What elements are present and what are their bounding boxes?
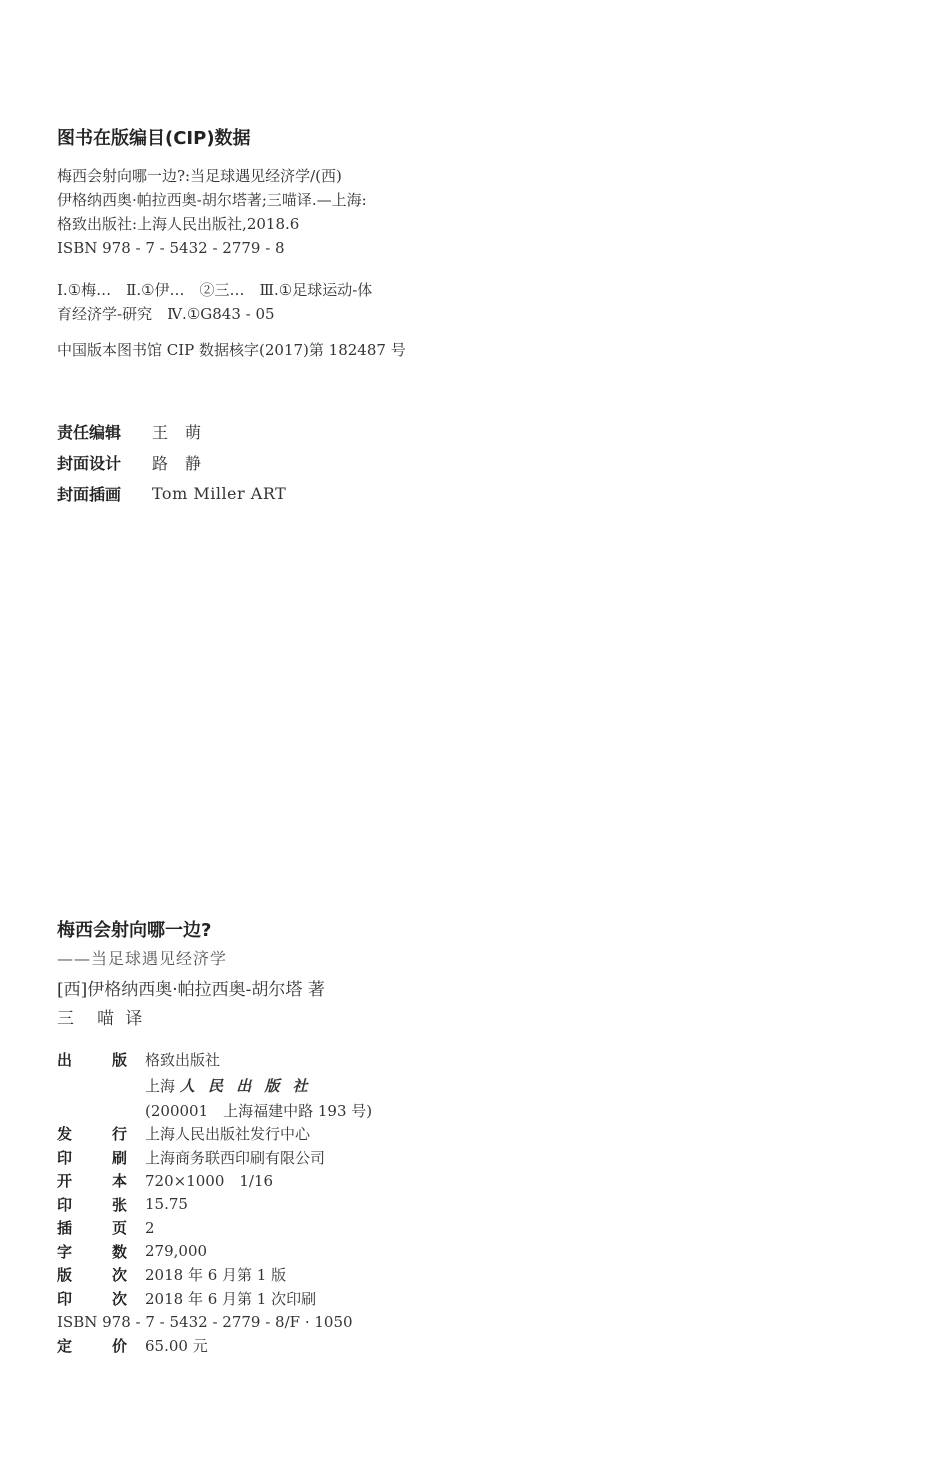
pub-value: 2018 年 6 月第 1 次印刷 [145, 1289, 317, 1308]
pub-label: 发 行 [57, 1125, 127, 1144]
pub-value: 2 [145, 1218, 155, 1237]
pub-value: 2018 年 6 月第 1 版 [145, 1266, 287, 1285]
book-subtitle: ——当足球遇见经济学 [57, 949, 228, 968]
pub-value: 279,000 [145, 1242, 208, 1261]
pub-value: 上海人民出版社发行中心 [145, 1125, 311, 1144]
pub-label: 插 页 [57, 1219, 127, 1238]
cip-bibliographic-record [57, 164, 367, 260]
book-author: [西]伊格纳西奥·帕拉西奥-胡尔塔 著 [57, 980, 325, 1000]
book-translator: 三 喵 译 [57, 1009, 146, 1029]
cip-number-text: 中国版本图书馆 CIP 数据核字(2017)第 182487 号 [57, 341, 406, 359]
pub-label: 开 本 [57, 1172, 127, 1191]
credit-label: 责任编辑 [57, 423, 122, 442]
credit-value: Tom Miller ART [152, 484, 287, 503]
cip-classification [57, 278, 372, 326]
pub-label-char: 版 [111, 1051, 127, 1070]
pub-value: 上海商务联西印刷有限公司 [145, 1148, 326, 1167]
cip-line: 伊格纳西奥·帕拉西奥-胡尔塔著;三喵译.—上海: [57, 191, 367, 209]
cip-line: 格致出版社:上海人民出版社,2018.6 [57, 215, 300, 233]
credits-list [57, 416, 286, 509]
pub-row-word-count [57, 1240, 372, 1264]
publication-info [57, 1048, 372, 1357]
pub-label: 印 次 [57, 1289, 127, 1308]
cip-number [57, 338, 406, 362]
pub-row-price [57, 1334, 372, 1358]
credit-label: 封面设计 [57, 454, 122, 473]
pub-address: (200001 上海福建中路 193 号) [145, 1101, 373, 1120]
pub-value: 15.75 [145, 1195, 188, 1214]
cip-title: 图书在版编目(CIP)数据 [57, 128, 251, 149]
pub-row-format [57, 1169, 372, 1193]
pub-row-inserts [57, 1216, 372, 1240]
pub-label: 定 价 [57, 1336, 127, 1355]
pub-row-printer [57, 1146, 372, 1170]
pub-row-address [57, 1099, 372, 1123]
pub-label: 版 次 [57, 1266, 127, 1285]
credit-row-editor [57, 416, 286, 447]
pub-value [145, 1075, 312, 1096]
pub-price: 65.00 元 [145, 1336, 208, 1355]
pub-label [57, 1049, 145, 1070]
pub-value: 720×1000 1/16 [145, 1172, 274, 1191]
cip-classification-line: 育经济学-研究 Ⅳ.①G843 - 05 [57, 305, 275, 323]
credit-value: 路 静 [152, 454, 202, 473]
pub-row-edition [57, 1263, 372, 1287]
pub-value: 格致出版社 [145, 1051, 221, 1070]
book-title: 梅西会射向哪一边? [57, 920, 212, 941]
credit-row-cover-illustration [57, 478, 286, 509]
pub-row-distribution [57, 1122, 372, 1146]
publisher-2-prefix: 上海 [145, 1076, 176, 1095]
pub-row-publisher-2 [57, 1072, 372, 1099]
cip-line: 梅西会射向哪一边?:当足球遇见经济学/(西) [57, 167, 342, 185]
credit-row-cover-design [57, 447, 286, 478]
pub-row-impression [57, 1287, 372, 1311]
cip-line: ISBN 978 - 7 - 5432 - 2779 - 8 [57, 239, 285, 257]
publisher-logo-text: 人 民 出 版 社 [179, 1076, 312, 1095]
credit-label: 封面插画 [57, 485, 122, 504]
pub-row-sheets [57, 1193, 372, 1217]
pub-label: 印 刷 [57, 1148, 127, 1167]
pub-row-publisher [57, 1048, 372, 1072]
pub-isbn: ISBN 978 - 7 - 5432 - 2779 - 8/F · 1050 [57, 1312, 353, 1331]
pub-label-char: 出 [57, 1051, 73, 1070]
credit-value: 王 萌 [152, 423, 202, 442]
pub-label: 字 数 [57, 1242, 127, 1261]
pub-label: 印 张 [57, 1195, 127, 1214]
cip-classification-line: Ⅰ.①梅… Ⅱ.①伊… ②三… Ⅲ.①足球运动-体 [57, 281, 373, 299]
